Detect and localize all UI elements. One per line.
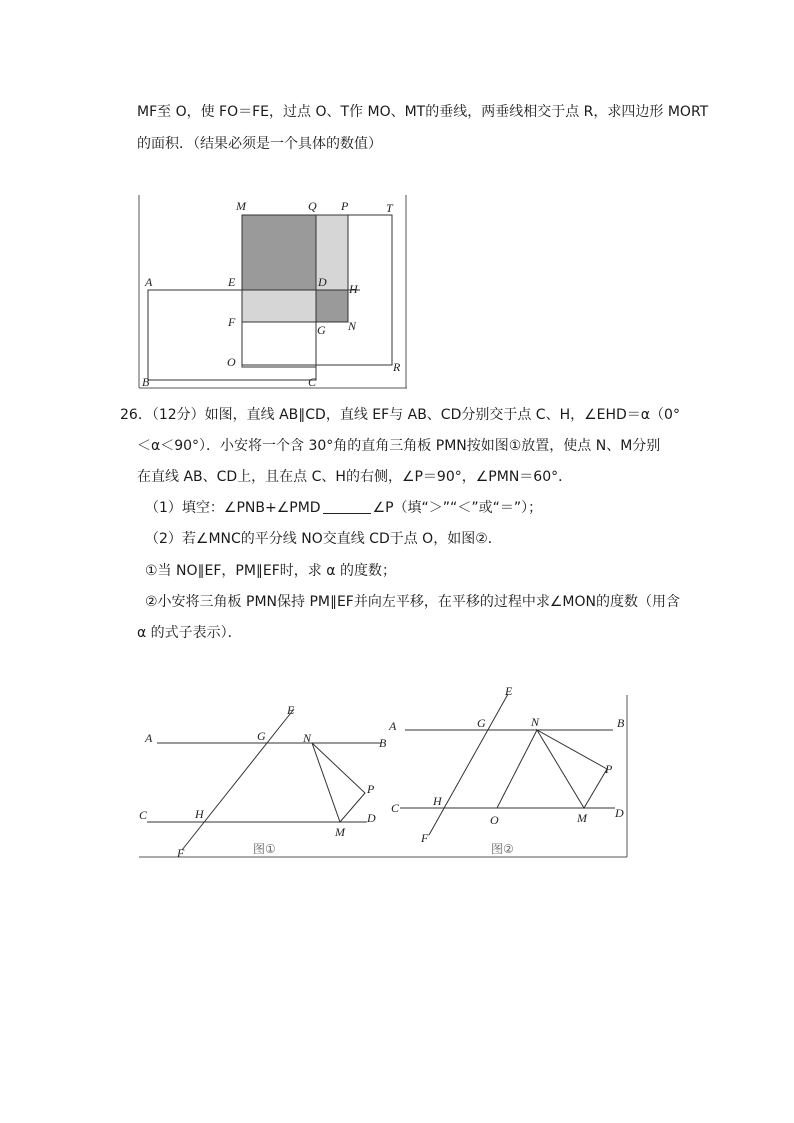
fig2-label-F: F (421, 831, 429, 845)
fig1-label-B: B (379, 736, 387, 750)
label-H: H (349, 282, 358, 296)
caption-fig-2: 图② (491, 842, 514, 856)
label-D: D (318, 275, 327, 289)
fig1-label-G: G (257, 729, 266, 743)
label-M: M (236, 199, 246, 213)
label-F: F (228, 315, 236, 329)
label-N: N (348, 319, 357, 333)
fig2-label-P: P (605, 762, 613, 776)
fig1-label-H: H (195, 807, 204, 821)
triangle-pmn-1 (312, 743, 365, 822)
q26-part-2: （2）若∠MNC的平分线 NO交直线 CD于点 O，如图②． (145, 531, 502, 547)
fig2-label-E: E (505, 684, 513, 698)
triangle-pmn-2 (537, 730, 607, 808)
fig2-label-G: G (477, 716, 486, 730)
label-R: R (393, 360, 401, 374)
fig2-label-C: C (391, 801, 400, 815)
squares-figure (135, 195, 410, 390)
fig1-label-D: D (367, 811, 376, 825)
fig1-label-A: A (145, 731, 153, 745)
q26-sub-2-cont: α 的式子表示）． (137, 625, 242, 641)
problem-text-line-1: MF至 O，使 FO＝FE，过点 O、T作 MO、MT的垂线，两垂线相交于点 R，求四边形 MORT (137, 104, 709, 120)
bisector-no (497, 730, 537, 808)
fig2-label-B: B (617, 716, 625, 730)
fig1-label-F: F (177, 846, 185, 860)
figure-1-triangle (135, 684, 630, 865)
label-O: O (227, 355, 236, 369)
q26-part-1 (145, 498, 542, 518)
label-G: G (317, 323, 326, 337)
label-A: A (145, 275, 153, 289)
label-B: B (142, 375, 150, 389)
fig2-label-H: H (433, 794, 442, 808)
label-C: C (308, 375, 317, 389)
q26-line-3: 在直线 AB、CD上，且在点 C、H的右侧，∠P＝90°，∠PMN＝60°． (137, 469, 573, 485)
line-ef-1 (182, 709, 294, 850)
answer-blank[interactable] (323, 499, 371, 514)
part1-suffix: ∠P（填“＞”“＜”或“＝”）； (372, 500, 543, 516)
fig2-label-N: N (531, 715, 540, 729)
q26-sub-2: ②小安将三角板 PMN保持 PM∥EF并向左平移，在平移的过程中求∠MON的度数（用含 (145, 594, 680, 610)
fig1-label-P: P (367, 782, 375, 796)
caption-fig-1: 图① (253, 842, 276, 856)
part1-prefix: （1）填空：∠PNB+∠PMD (145, 500, 321, 516)
q26-line-1: 26．（12分）如图，直线 AB∥CD，直线 EF与 AB、CD分别交于点 C、H，∠EHD＝α（0° (120, 407, 680, 423)
problem-text-line-2: 的面积．（结果必须是一个具体的数值） (137, 136, 382, 152)
label-Q: Q (308, 199, 317, 213)
label-T: T (386, 201, 393, 215)
rect-fo (242, 322, 316, 367)
fig1-label-E: E (287, 703, 295, 717)
fig2-label-A: A (389, 719, 397, 733)
q26-sub-1: ①当 NO∥EF，PM∥EF时，求 α 的度数； (145, 563, 396, 579)
label-P: P (341, 199, 349, 213)
fig1-label-C: C (139, 808, 148, 822)
fig1-label-M: M (335, 825, 345, 839)
label-E: E (228, 275, 236, 289)
fig2-label-D: D (615, 806, 624, 820)
fig2-label-M: M (577, 811, 587, 825)
dark-square-mqde (242, 215, 316, 290)
dark-square-dhng (316, 290, 348, 322)
fig1-label-N: N (303, 731, 312, 745)
q26-line-2: ＜α＜90°）．小安将一个含 30°角的直角三角板 PMN按如图①放置，使点 N、M分别 (137, 438, 661, 454)
fig2-label-O: O (490, 813, 499, 827)
